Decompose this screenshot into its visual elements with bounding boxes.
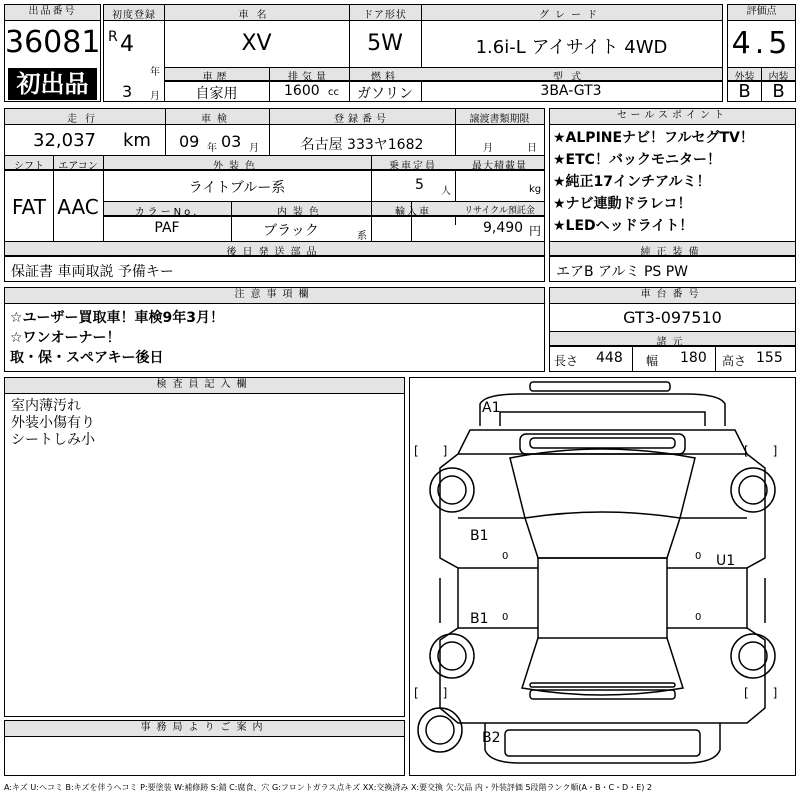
capacity-header: 乗車定員: [389, 161, 437, 172]
first-reg-month-unit: 月: [150, 91, 160, 102]
fuel: ガソリン: [357, 86, 413, 102]
transfer-month-unit: 月: [483, 143, 493, 154]
inspector-note-item: 外装小傷有り: [11, 415, 95, 431]
length-label: 長さ: [554, 354, 579, 368]
shift-header: シフト: [14, 161, 44, 172]
score-box: [727, 4, 796, 102]
height-label: 高さ: [722, 354, 747, 368]
note-item: 取・保・スペアキー後日: [10, 350, 164, 366]
selling-point-item: ★ALPINEナビ！フルセグTV！: [553, 130, 754, 146]
selling-point-item: ★ETC！バックモニター！: [553, 152, 721, 168]
ext-color-value: ライトブルー系: [188, 180, 286, 196]
inspector-note-item: シートしみ小: [11, 432, 95, 448]
int-color-value: ブラック: [263, 223, 319, 239]
vehicle-detail-box: [4, 108, 545, 282]
car-name-header: 車名: [238, 10, 275, 21]
selling-points-box: [549, 108, 796, 282]
lot-number: 36081: [5, 25, 101, 60]
max-load-header: 最大積載量: [472, 161, 527, 172]
aircon-value: AAC: [57, 195, 99, 219]
inspection-year: 09: [179, 132, 200, 151]
exterior-header: 外装: [734, 72, 755, 83]
car-name: XV: [241, 31, 272, 56]
int-color-unit: 系: [357, 231, 367, 242]
zero-mark-3: 0: [695, 551, 702, 562]
chassis-number: GT3-097510: [623, 308, 722, 327]
ext-color-header: 外装色: [213, 161, 261, 172]
door-header: ドア形状: [363, 10, 407, 21]
office-box: [4, 720, 405, 776]
chassis-box: [549, 287, 796, 372]
overall-score: 4.5: [731, 26, 792, 61]
model-type-header: 型式: [553, 72, 589, 83]
first-reg-month: 3: [122, 82, 133, 101]
car-diagram-box: [409, 377, 796, 776]
transfer-day-unit: 日: [527, 143, 537, 154]
inspector-header: 検査員記入欄: [5, 378, 404, 394]
fuel-header: 燃料: [371, 72, 399, 83]
zero-mark-1: 0: [502, 551, 509, 562]
mark-b1-rear: B1: [470, 611, 489, 627]
recycle-value: 9,490: [483, 220, 524, 236]
notes-box: [4, 287, 545, 372]
history: 自家用: [195, 86, 238, 102]
lot-number-box: [4, 4, 101, 102]
selling-point-item: ★純正17インチアルミ！: [553, 174, 711, 190]
car-info-box: [103, 4, 723, 102]
mileage-header: 走行: [67, 114, 103, 125]
aircon-header: エアコン: [58, 161, 98, 172]
selling-points-list: [553, 127, 793, 237]
chassis-header: 車台番号: [550, 288, 795, 304]
inspector-notes: [11, 398, 391, 449]
notes-header: 注意事項欄: [5, 288, 544, 304]
first-reg-header: 初度登録: [112, 10, 156, 21]
mark-a1: A1: [482, 400, 501, 416]
first-reg-year-unit: 年: [150, 67, 160, 78]
first-reg-year: 4: [120, 32, 134, 57]
recycle-header: リサイクル預託金: [464, 206, 535, 216]
bracket-left-bottom: [ ]: [414, 686, 448, 700]
notes-list: [10, 308, 540, 368]
bracket-right-bottom: [ ]: [744, 686, 778, 700]
car-diagram: [410, 378, 795, 775]
displacement-unit: cc: [328, 87, 339, 98]
grade-header: グレード: [539, 10, 603, 21]
equipment-header: 純正装備: [640, 247, 705, 258]
note-item: ☆ワンオーナー！: [10, 330, 121, 346]
mileage-unit: km: [123, 130, 151, 151]
bracket-right-top: [ ]: [744, 444, 778, 458]
height-value: 155: [756, 350, 783, 366]
plate-number: 名古屋 333ヤ1682: [300, 137, 424, 153]
inspection-header: 車検: [201, 114, 233, 125]
interior-score: B: [772, 81, 785, 102]
color-no-value: PAF: [154, 220, 180, 236]
recycle-unit: 円: [529, 224, 542, 238]
inspection-year-unit: 年: [207, 143, 217, 154]
displacement-header: 排気量: [288, 72, 330, 83]
width-label: 幅: [646, 354, 659, 368]
later-parts-header: 後日発送部品: [226, 247, 323, 258]
damage-legend: A:キズ U:ヘコミ B:キズを伴うヘコミ P:要塗装 W:補修跡 S:錆 C:腐食、穴 G:フロントガラス点キズ XX:交換済み X:要交換 欠:欠品 内・外装評価 5段階ランク順(A・B・C・D・E) 2: [4, 783, 653, 792]
color-no-header: カラーNo.: [134, 207, 200, 218]
zero-mark-2: 0: [502, 612, 509, 623]
capacity-unit: 人: [441, 186, 451, 197]
door-type: 5W: [367, 31, 403, 56]
grade: 1.6i-L アイサイト 4WD: [475, 37, 668, 58]
lot-number-header: 出品番号: [5, 5, 100, 21]
max-load-unit: kg: [529, 184, 542, 195]
model-type: 3BA-GT3: [540, 83, 602, 99]
plate-header: 登録番号: [334, 114, 390, 125]
mark-u1: U1: [716, 553, 736, 569]
inspector-note-item: 室内薄汚れ: [11, 398, 81, 414]
inspection-month-unit: 月: [249, 143, 259, 154]
selling-points-header: セールスポイント: [550, 109, 795, 125]
length-value: 448: [596, 350, 623, 366]
later-parts-value: 保証書 車両取説 予備キー: [11, 264, 174, 280]
selling-point-item: ★ナビ連動ドラレコ！: [553, 196, 692, 212]
office-header: 事務局よりご案内: [5, 721, 404, 737]
capacity-value: 5: [415, 177, 424, 193]
score-header: 評価点: [728, 5, 795, 21]
exterior-score: B: [738, 81, 751, 102]
inspector-box: [4, 377, 405, 717]
mileage-value: 32,037: [33, 130, 96, 151]
note-item: ☆ユーザー買取車！車検9年3月！: [10, 310, 225, 326]
displacement: 1600: [284, 83, 320, 99]
first-reg-era: R: [108, 29, 118, 45]
history-header: 車歴: [202, 72, 231, 83]
interior-header: 内装: [768, 72, 789, 83]
int-color-header: 内装色: [277, 207, 325, 218]
transfer-due-header: 譲渡書類期限: [469, 114, 530, 125]
selling-point-item: ★LEDヘッドライト！: [553, 218, 694, 234]
bracket-left-top: [ ]: [414, 444, 448, 458]
equipment-value: エアB アルミ PS PW: [556, 264, 689, 280]
inspection-month: 03: [221, 132, 242, 151]
zero-mark-4: 0: [695, 612, 702, 623]
shift-value: FAT: [11, 195, 46, 219]
mark-b1-front: B1: [470, 528, 489, 544]
first-listing-badge: 初出品: [8, 68, 97, 100]
import-header: 輸入車: [395, 207, 431, 218]
width-value: 180: [680, 350, 707, 366]
specs-header: 諸元: [656, 337, 689, 348]
mark-b2: B2: [482, 730, 501, 746]
